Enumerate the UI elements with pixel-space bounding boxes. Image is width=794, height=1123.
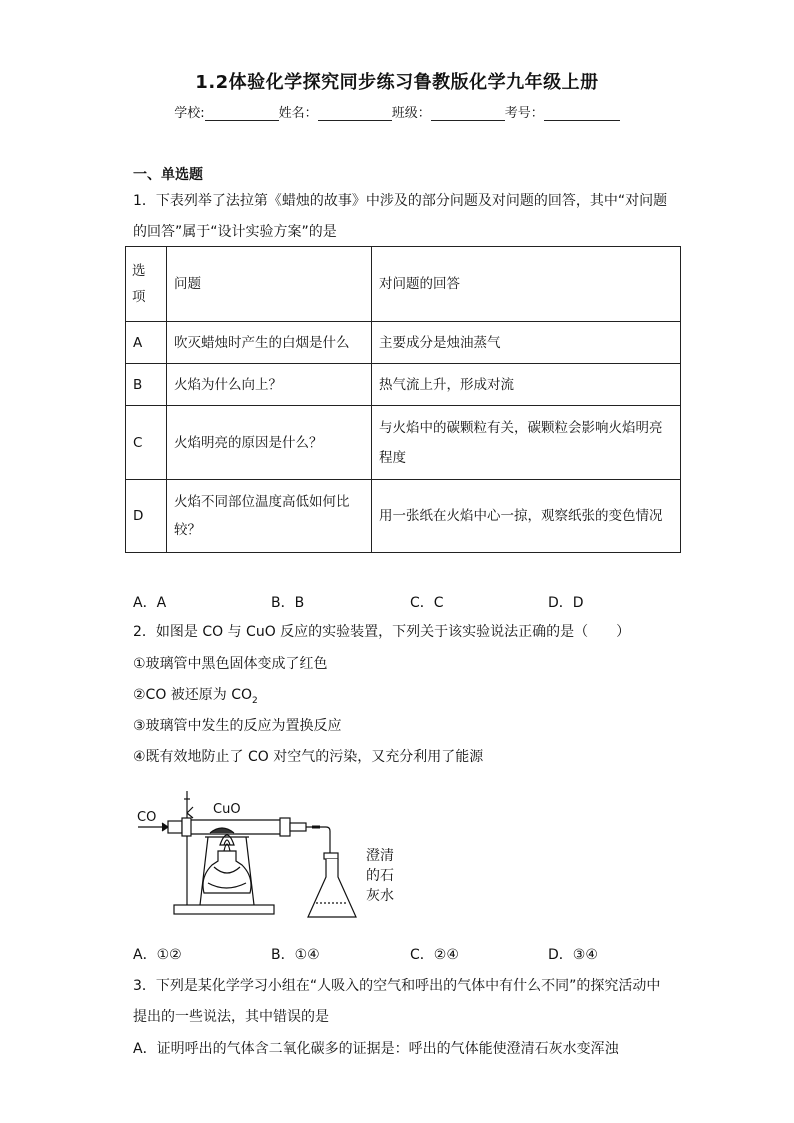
q1-choice-c[interactable]: C．C bbox=[410, 595, 444, 611]
fig-cuo-label: CuO bbox=[213, 802, 241, 817]
row-question: 火焰明亮的原因是什么？ bbox=[167, 406, 372, 480]
number-blank[interactable] bbox=[544, 106, 620, 121]
q2-choice-c[interactable]: C．②④ bbox=[410, 947, 459, 963]
header-option: 选项 bbox=[126, 247, 167, 322]
table-header-row bbox=[126, 247, 681, 322]
header-question: 问题 bbox=[167, 247, 372, 322]
table-row bbox=[126, 322, 681, 364]
q2-choice-b[interactable]: B．①④ bbox=[271, 947, 320, 963]
row-question: 吹灭蜡烛时产生的白烟是什么 bbox=[167, 322, 372, 364]
name-label: 姓名： bbox=[278, 106, 318, 121]
table-row bbox=[126, 406, 681, 480]
q2-choice-a[interactable]: A．①② bbox=[133, 947, 182, 963]
q1-choice-d[interactable]: D．D bbox=[548, 595, 584, 611]
number-label: 考号： bbox=[504, 106, 544, 121]
row-question: 火焰不同部位温度高低如何比较？ bbox=[167, 480, 372, 553]
q1-choice-b[interactable]: B．B bbox=[271, 595, 305, 611]
fig-co-label: CO bbox=[137, 810, 157, 825]
table-row bbox=[126, 364, 681, 406]
row-option: C bbox=[126, 406, 167, 480]
q1-stem-line1: 1．下表列举了法拉第《蜡烛的故事》中涉及的部分问题及对问题的回答，其中“对问题 bbox=[133, 193, 668, 209]
co-cuo-apparatus-figure bbox=[130, 785, 380, 925]
class-label: 班级： bbox=[391, 106, 431, 121]
row-answer: 与火焰中的碳颗粒有关，碳颗粒会影响火焰明亮程度 bbox=[372, 406, 681, 480]
q2-statement-2: ②CO 被还原为 $CO_2$ bbox=[133, 687, 258, 706]
table-row bbox=[126, 480, 681, 553]
row-answer: 用一张纸在火焰中心一掠，观察纸张的变色情况 bbox=[372, 480, 681, 553]
row-option: D bbox=[126, 480, 167, 553]
q2-statement-1: ①玻璃管中黑色固体变成了红色 bbox=[133, 656, 328, 672]
q1-stem-line2: 的回答”属于“设计实验方案”的是 bbox=[133, 224, 337, 240]
school-blank[interactable] bbox=[205, 106, 279, 121]
school-label: 学校: bbox=[174, 106, 205, 121]
q2-statement-4: ④既有效地防止了 CO 对空气的污染，又充分利用了能源 bbox=[133, 749, 484, 765]
name-blank[interactable] bbox=[318, 106, 392, 121]
q2-statement-3: ③玻璃管中发生的反应为置换反应 bbox=[133, 718, 342, 734]
page-title: 1.2体验化学探究同步练习鲁教版化学九年级上册 bbox=[195, 72, 599, 93]
q3-stem-line1: 3．下列是某化学学习小组在“人吸入的空气和呼出的气体中有什么不同”的探究活动中 bbox=[133, 978, 661, 994]
row-answer: 主要成分是烛油蒸气 bbox=[372, 322, 681, 364]
row-answer: 热气流上升，形成对流 bbox=[372, 364, 681, 406]
section-heading: 一、单选题 bbox=[133, 167, 203, 183]
row-option: B bbox=[126, 364, 167, 406]
header-answer: 对问题的回答 bbox=[372, 247, 681, 322]
student-info-line bbox=[0, 102, 794, 121]
q2-choice-d[interactable]: D．③④ bbox=[548, 947, 598, 963]
q1-choice-a[interactable]: A．A bbox=[133, 595, 167, 611]
q1-table bbox=[125, 246, 681, 553]
class-blank[interactable] bbox=[431, 106, 505, 121]
q2-stem: 2．如图是 CO 与 CuO 反应的实验装置，下列关于该实验说法正确的是（ ） bbox=[133, 624, 631, 640]
q3-stem-line2: 提出的一些说法，其中错误的是 bbox=[133, 1009, 329, 1025]
row-question: 火焰为什么向上？ bbox=[167, 364, 372, 406]
q3-choice-a[interactable]: A．证明呼出的气体含二氧化碳多的证据是：呼出的气体能使澄清石灰水变浑浊 bbox=[133, 1041, 619, 1057]
row-option: A bbox=[126, 322, 167, 364]
fig-limewater-label: 澄清 的石 灰水 bbox=[366, 848, 394, 904]
